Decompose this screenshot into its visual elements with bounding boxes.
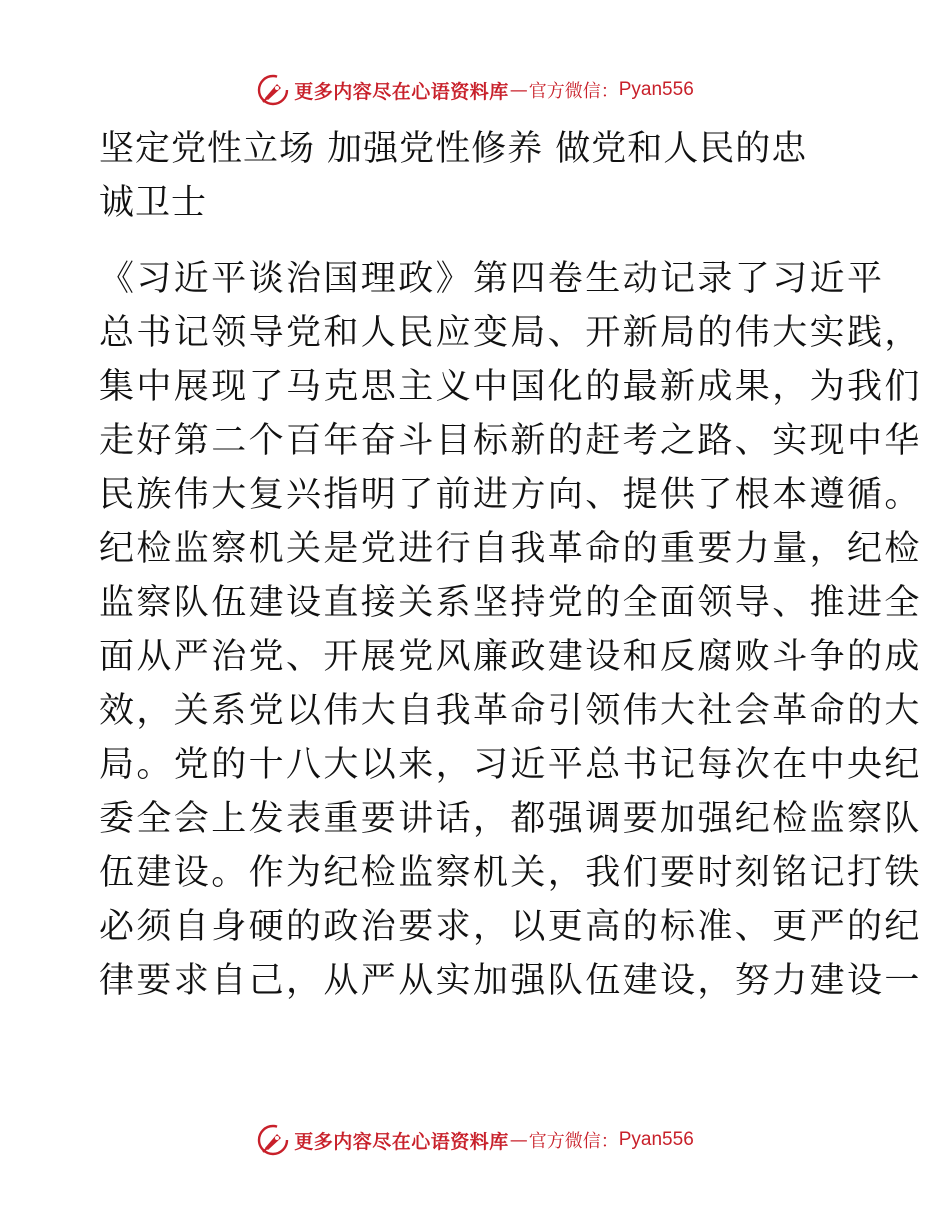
- body-line: 律要求自己，从严从实加强队伍建设，努力建设一: [99, 961, 922, 1001]
- header-banner: [0, 70, 950, 110]
- banner-wechat-id: Pyan556: [618, 79, 694, 100]
- banner-wechat-id: Pyan556: [618, 1129, 694, 1150]
- banner-wechat-label: 官方微信：: [528, 1131, 619, 1152]
- body-line: 伍建设。作为纪检监察机关，我们要时刻铭记打铁: [99, 853, 922, 893]
- body-line: 必须自身硬的政治要求，以更高的标准、更严的纪: [99, 907, 922, 947]
- document-title: [99, 122, 859, 230]
- footer-banner: [0, 1120, 950, 1160]
- banner-site-text: 更多内容尽在心语资料库: [294, 1130, 509, 1153]
- pen-nib-logo-icon: [256, 73, 290, 107]
- body-line: 面从严治党、开展党风廉政建设和反腐败斗争的成: [99, 637, 922, 677]
- banner-wechat-label: 官方微信：: [528, 81, 619, 102]
- banner-dash: —: [509, 1129, 528, 1151]
- body-line: 民族伟大复兴指明了前进方向、提供了根本遵循。: [99, 475, 922, 515]
- title-line: 坚定党性立场 加强党性修养 做党和人民的忠: [99, 129, 808, 169]
- body-line: 效，关系党以伟大自我革命引领伟大社会革命的大: [99, 691, 922, 731]
- body-line: 总书记领导党和人民应变局、开新局的伟大实践，: [99, 313, 922, 353]
- document-body: [99, 252, 922, 1008]
- pen-nib-logo-icon: [256, 1123, 290, 1157]
- body-line: 走好第二个百年奋斗目标新的赶考之路、实现中华: [99, 421, 922, 461]
- body-line: 《习近平谈治国理政》第四卷生动记录了习近平: [99, 259, 885, 299]
- body-line: 局。党的十八大以来，习近平总书记每次在中央纪: [99, 745, 922, 785]
- title-line: 诚卫士: [99, 183, 208, 223]
- banner-site-text: 更多内容尽在心语资料库: [294, 80, 509, 103]
- body-line: 监察队伍建设直接关系坚持党的全面领导、推进全: [99, 583, 922, 623]
- body-line: 纪检监察机关是党进行自我革命的重要力量，纪检: [99, 529, 922, 569]
- body-line: 委全会上发表重要讲话，都强调要加强纪检监察队: [99, 799, 922, 839]
- body-line: 集中展现了马克思主义中国化的最新成果，为我们: [99, 367, 922, 407]
- banner-dash: —: [509, 79, 528, 101]
